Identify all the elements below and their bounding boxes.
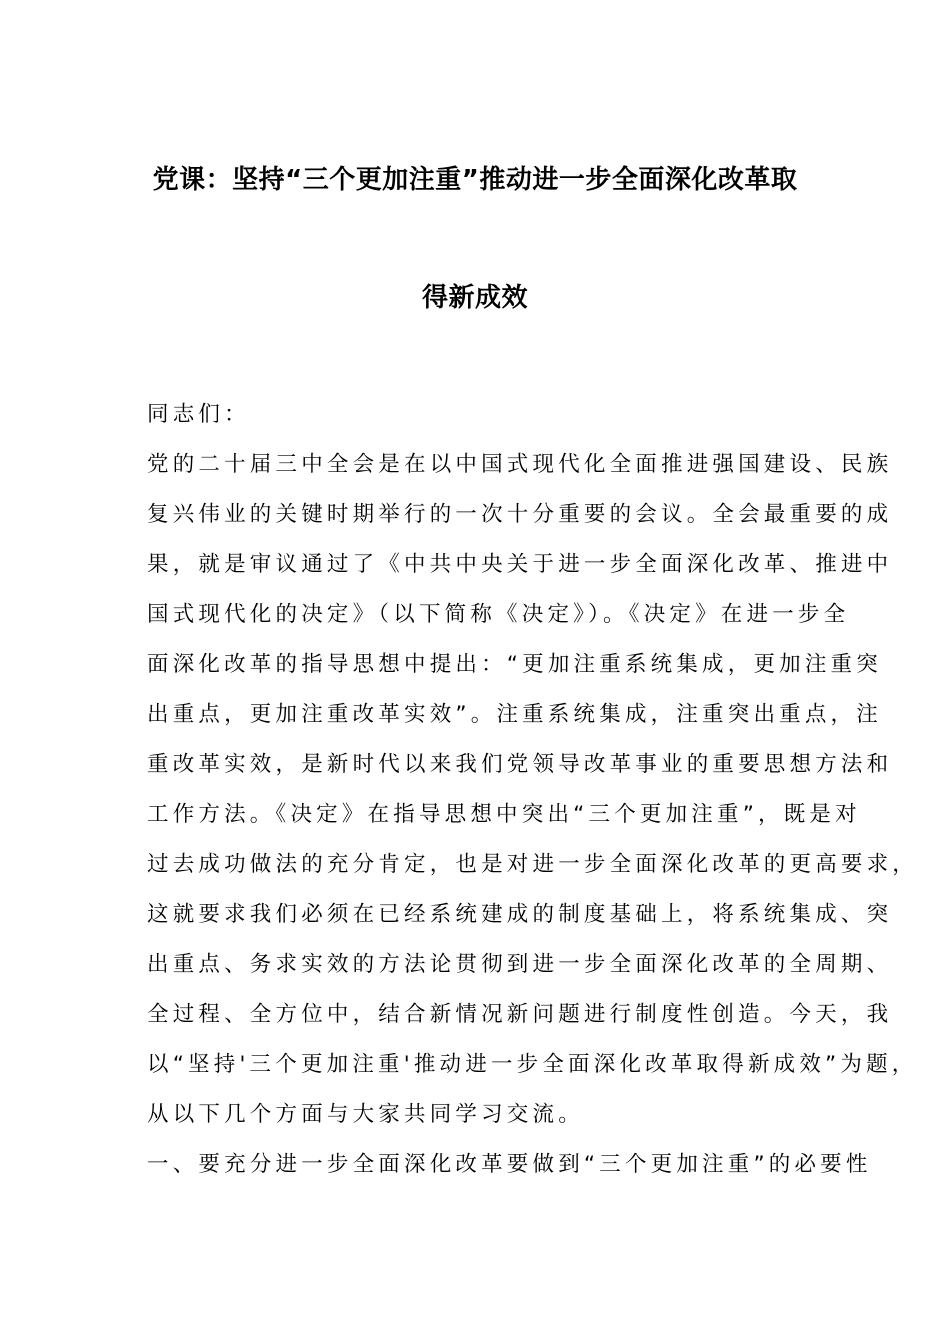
body-line: 国式现代化的决定》（以下简称《决定》）。《决定》在进一步全 — [147, 602, 850, 627]
document-title-line-1: 党课：坚持“三个更加注重”推动进一步全面深化改革取 — [152, 165, 798, 195]
body-line: 工作方法。《决定》在指导思想中突出“三个更加注重”，既是对 — [147, 802, 861, 827]
body-line: 重改革实效，是新时代以来我们党领导改革事业的重要思想方法和 — [147, 752, 893, 777]
greeting: 同志们： — [147, 402, 250, 427]
body-line: 全过程、全方位中，结合新情况新问题进行制度性创造。今天，我 — [147, 1002, 893, 1027]
document-title-line-2: 得新成效 — [421, 283, 528, 313]
body-line: 复兴伟业的关键时期举行的一次十分重要的会议。全会最重要的成 — [147, 502, 893, 527]
section-heading: 一、要充分进一步全面深化改革要做到“三个更加注重”的必要性 — [147, 1152, 872, 1177]
body-line: 从以下几个方面与大家共同学习交流。 — [147, 1102, 584, 1127]
body-line: 出重点、务求实效的方法论贯彻到进一步全面深化改革的全周期、 — [147, 952, 893, 977]
body-line: 出重点，更加注重改革实效”。注重系统集成，注重突出重点，注 — [147, 702, 882, 727]
body-line: 这就要求我们必须在已经系统建成的制度基础上，将系统集成、突 — [147, 902, 893, 927]
body-line: 党的二十届三中全会是在以中国式现代化全面推进强国建设、民族 — [147, 452, 893, 477]
body-line: 过去成功做法的充分肯定，也是对进一步全面深化改革的更高要求， — [147, 852, 919, 877]
body-line: 面深化改革的指导思想中提出：“更加注重系统集成，更加注重突 — [147, 652, 882, 677]
body-line: 果，就是审议通过了《中共中央关于进一步全面深化改革、推进中 — [147, 552, 893, 577]
body-line: 以“坚持'三个更加注重'推动进一步全面深化改革取得新成效”为题， — [147, 1052, 918, 1077]
